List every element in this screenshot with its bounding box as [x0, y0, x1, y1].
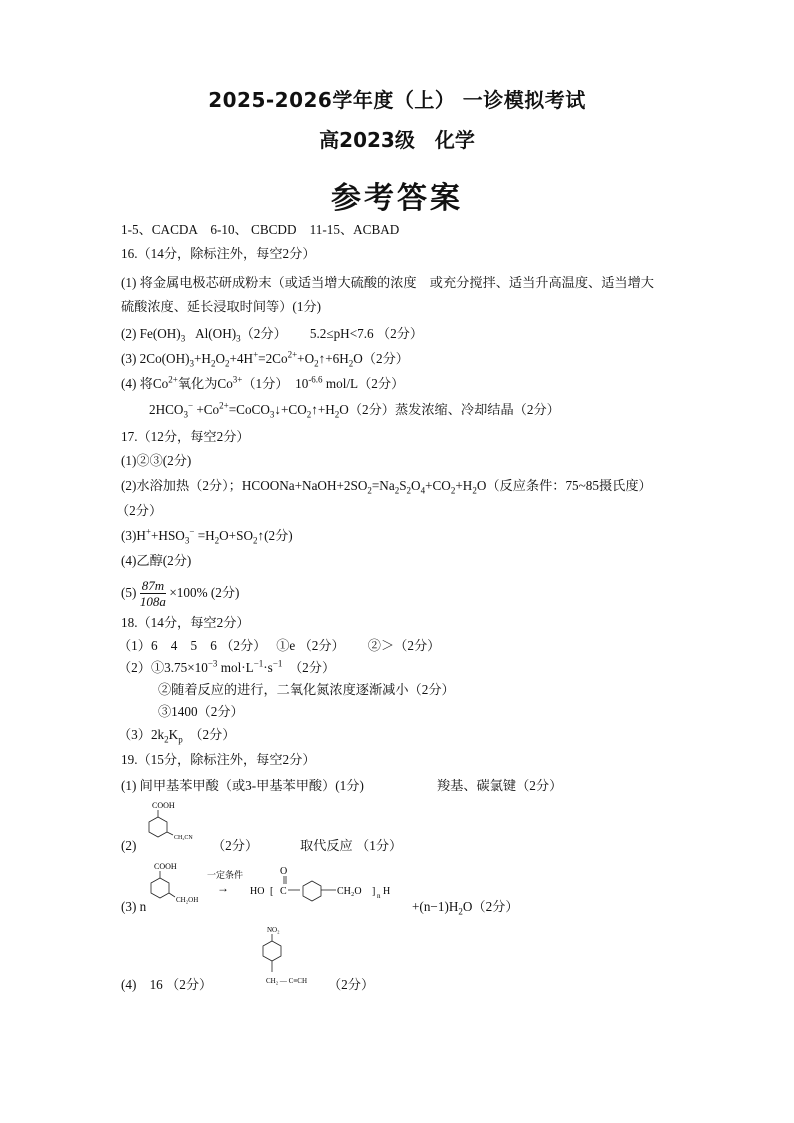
q19-l2-pre: (2)	[121, 838, 137, 853]
q17-l3: $(3)H^++HSO_3^-$ $=H_2O+SO_2↑(2$分)	[121, 526, 293, 546]
q16-p2: (2) $Fe(OH)_3$ $Al(OH)_3(2$分） 5.2≤pH<7.6 （2分）	[121, 326, 424, 344]
q19-l4-post: （2分）	[328, 977, 375, 992]
ch2cch-label: CH₂ — C≡CH	[266, 977, 308, 985]
ch2oh-label: CH₂OH	[176, 896, 199, 904]
q18-l2: $(2)①3.75\times 10^{-3}$ $mol\cdot L^{-1}\cdot s^{-1}$ （2分）	[118, 658, 336, 675]
q17-l2: (2)水浴加热（2分）；$HCOONa+NaOH+2SO_2=Na_2S_2O_4+CO_2+H_2O$（反应条件：75~85摄氏度）	[121, 478, 652, 496]
q17-l1: (1)②③(2分)	[121, 453, 192, 468]
q17-l2b: （2分）	[116, 503, 163, 518]
q19-l4-pre: (4) 16 （2分）	[121, 977, 213, 992]
polyester-product-structure	[248, 860, 408, 910]
svg-text:]: ]	[372, 886, 376, 897]
svg-text:[: [	[270, 886, 274, 897]
mc-answers: 1-5、CACDA 6-10、 CBCDD 11-15、ACBAD	[121, 222, 400, 237]
n-sub-label: n	[377, 892, 381, 900]
cooh-label-2: COOH	[154, 862, 177, 871]
arrow-icon: →	[217, 881, 229, 895]
q17-head: 17.（12分，每空2分）	[121, 429, 250, 444]
ho-label: HO	[250, 886, 265, 897]
q17-l4: (4)乙醇(2分)	[121, 553, 192, 568]
q18-l1: （1）6 4 5 6 （2分） ①e （2分） ②＞（2分）	[118, 638, 441, 653]
ch2o-label: CH₂O	[337, 886, 362, 897]
q19-l1b: 羧基、碳氯键（2分）	[437, 778, 563, 793]
meta-cyanomethyl-benzoic-acid-structure	[138, 800, 198, 855]
q19-l2-score: （2分）	[212, 838, 259, 853]
q19-l3-pre: (3) n	[121, 899, 147, 914]
q19-l1a: (1) 间甲基苯甲酸（或3-甲基苯甲酸）(1分)	[121, 778, 364, 793]
carbonyl-o-label: O	[280, 866, 288, 877]
meta-hydroxymethyl-benzoic-acid-structure	[140, 860, 200, 915]
svg-text:C: C	[280, 886, 287, 897]
h-end-label: H	[383, 886, 391, 897]
q18-head: 18.（14分，每空2分）	[121, 615, 250, 630]
q16-p4: (4) 将$Co^{2+}$氧化为$Co^{3+}(1$分） $10^{-6.6}$ mol/L（2分）	[121, 374, 405, 391]
header-line-3: 参考答案	[331, 181, 463, 216]
q16-p1b: 硫酸浓度、延长浸取时间等）(1分)	[121, 299, 322, 314]
no2-label: NO₂	[267, 926, 280, 934]
q19-l3-post: $+(n-1)H_2O(2$分）	[412, 899, 519, 917]
condition-label: 一定条件	[207, 870, 244, 880]
q17-l5: (5) $\frac{87m}{108a}$ ×100% (2分)	[121, 578, 240, 610]
q16-p3: (3) $2Co(OH)_3+H_2O_2+4H^+=2Co^{2+}+O_2↑+6H_2O(2$分）	[121, 349, 409, 369]
header-line-2: 高2023级 化学	[319, 128, 475, 152]
header-line-1: 2025-2026学年度（上） 一诊模拟考试	[208, 88, 586, 112]
para-nitrophenyl-propyne-structure	[250, 922, 340, 992]
q16-head: 16.（14分，除标注外，每空2分）	[121, 246, 316, 261]
q18-l4: ③1400（2分）	[158, 704, 244, 719]
q19-l2-type: 取代反应 （1分）	[300, 838, 403, 853]
q16-p5: $2HCO_3^-$ $+Co^{2+}=CoCO_3↓+CO_2↑+H_2O(2$分）蒸发浓缩、冷却结晶（2分）	[149, 400, 560, 420]
q18-l5: $(3)2k_2K_p$ （2分）	[118, 727, 236, 745]
q18-l3: ②随着反应的进行，二氧化氮浓度逐渐减小（2分）	[158, 682, 455, 697]
ch2cn-label: CH₂CN	[174, 835, 193, 841]
fraction: $\frac{87m}{108a}$	[139, 578, 166, 610]
cooh-label: COOH	[152, 801, 175, 810]
q19-head: 19.（15分，除标注外，每空2分）	[121, 752, 316, 767]
q16-p1a: (1) 将金属电极芯研成粉末（或适当增大硫酸的浓度 或充分搅拌、适当升高温度、适当增大	[121, 275, 654, 290]
